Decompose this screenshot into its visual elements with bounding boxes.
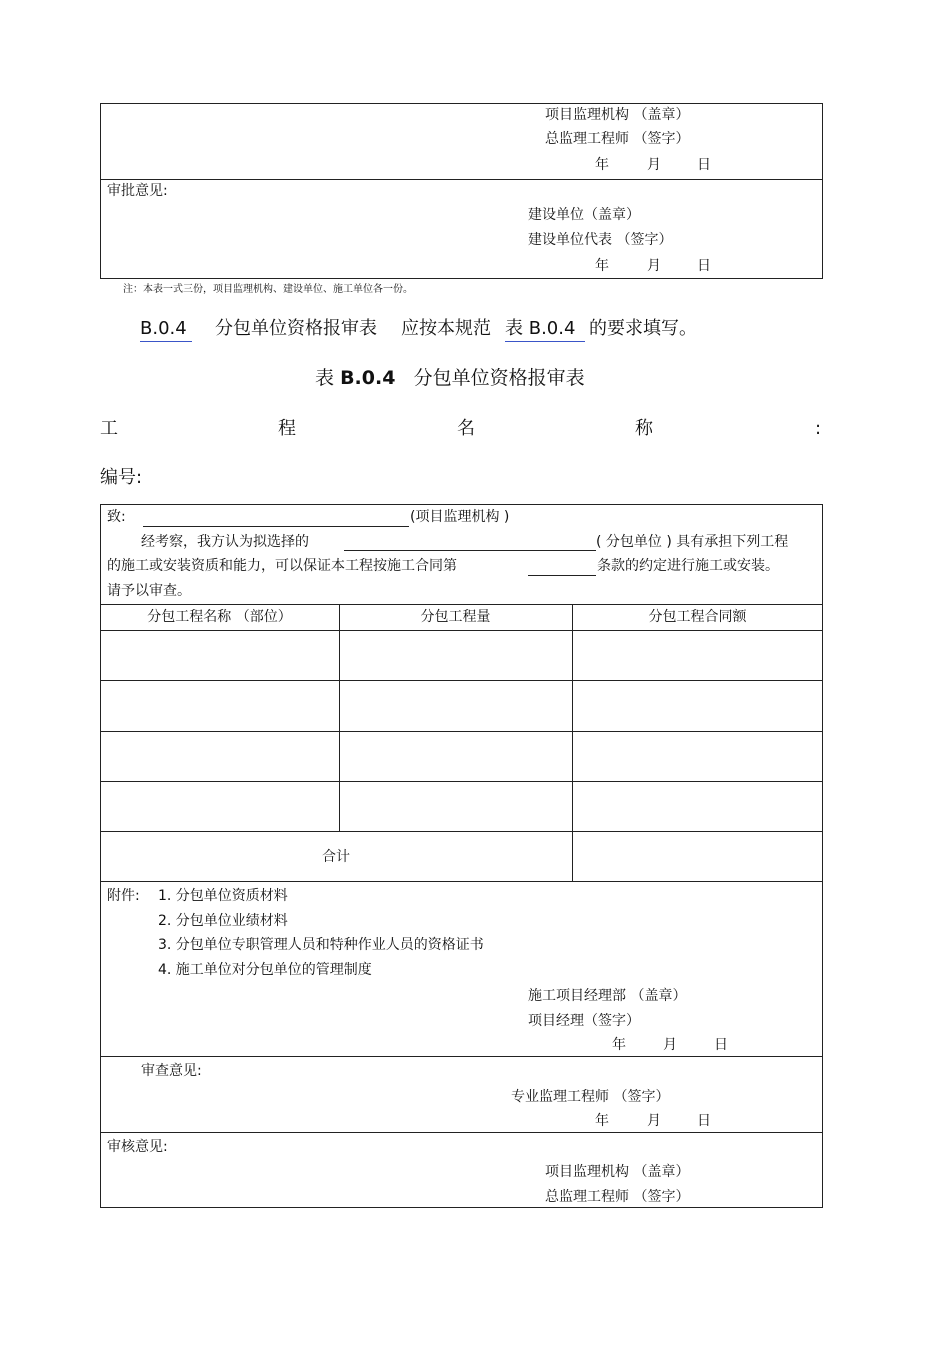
section-text-norm: 应按本规范 — [401, 318, 491, 339]
attachment-item: 1. 分包单位资质材料 — [158, 888, 288, 904]
owner-rep-sign: 建设单位代表 （签字） — [528, 232, 673, 248]
contractor-dept-stamp: 施工项目经理部 （盖章） — [528, 988, 687, 1004]
project-name-char-5: : — [815, 418, 822, 439]
project-name-char-2: 程 — [278, 418, 296, 439]
body-line1-b: ( 分包单位 ) 具有承担下列工程 — [596, 534, 789, 550]
specialist-engineer-sign: 专业监理工程师 （签字） — [511, 1089, 670, 1105]
table-row — [100, 732, 823, 781]
row-line-4 — [100, 831, 823, 832]
table-row — [100, 782, 823, 831]
table-title — [315, 366, 585, 390]
to-addressee-blank[interactable] — [143, 526, 409, 527]
section-text-fill: 的要求填写。 — [589, 318, 697, 339]
top-date-year: 年 — [595, 157, 609, 173]
table-title-name: 分包单位资格报审表 — [413, 367, 585, 389]
total-label: 合计 — [322, 849, 350, 865]
top-supervisor-org: 项目监理机构 （盖章） — [545, 107, 690, 123]
total-bottom-line — [100, 881, 823, 882]
body-line3: 请予以审查。 — [107, 583, 191, 599]
table-title-prefix: 表 — [315, 367, 335, 389]
body-line2-b: 条款的约定进行施工或安装。 — [597, 558, 779, 574]
attachment-item: 4. 施工单位对分包单位的管理制度 — [158, 962, 372, 978]
approval-label: 审批意见: — [107, 183, 168, 199]
top-chief-engineer: 总监理工程师 （签字） — [545, 131, 690, 147]
project-name-char-4: 称 — [635, 418, 653, 439]
form-supervisor-org: 项目监理机构 （盖章） — [545, 1164, 690, 1180]
body-line1-a: 经考察，我方认为拟选择的 — [141, 534, 309, 550]
review-divider — [100, 1056, 823, 1057]
table-row — [100, 681, 823, 731]
section-form-name: 分包单位资格报审表 — [215, 318, 377, 339]
contractor-date-year: 年 — [612, 1037, 626, 1053]
audit-label: 审核意见: — [107, 1139, 168, 1155]
section-ref-link[interactable]: B.0.4 — [140, 318, 192, 342]
top-date-day: 日 — [697, 157, 711, 173]
project-manager-sign: 项目经理（签字） — [528, 1013, 640, 1029]
audit-divider — [100, 1132, 823, 1133]
copies-note: 注：本表一式三份，项目监理机构、建设单位、施工单位各一份。 — [123, 284, 413, 295]
body-line2-a: 的施工或安装资质和能力，可以保证本工程按施工合同第 — [107, 558, 457, 574]
col-header-quantity: 分包工程量 — [420, 609, 491, 625]
table-top-line — [100, 604, 823, 605]
top-date2-day: 日 — [697, 258, 711, 274]
attachment-item: 2. 分包单位业绩材料 — [158, 913, 288, 929]
top-date-month: 月 — [647, 157, 661, 173]
attachment-item: 3. 分包单位专职管理人员和特种作业人员的资格证书 — [158, 937, 484, 953]
col-header-amount: 分包工程合同额 — [648, 609, 747, 625]
to-suffix: (项目监理机构 ) — [410, 509, 510, 525]
contractor-date-day: 日 — [714, 1037, 728, 1053]
project-name-char-1: 工 — [100, 418, 118, 439]
subcontractor-name-blank[interactable] — [344, 550, 596, 551]
review-label: 审查意见: — [141, 1063, 202, 1079]
project-name-char-3: 名 — [457, 418, 475, 439]
contract-clause-blank[interactable] — [528, 575, 596, 576]
contractor-date-month: 月 — [663, 1037, 677, 1053]
serial-number-label: 编号: — [100, 467, 143, 488]
review-date-day: 日 — [697, 1113, 711, 1129]
review-date-year: 年 — [595, 1113, 609, 1129]
table-ref-link[interactable]: 表 B.0.4 — [505, 318, 585, 342]
review-date-month: 月 — [647, 1113, 661, 1129]
col-header-name: 分包工程名称 （部位） — [147, 609, 292, 625]
top-date2-year: 年 — [595, 258, 609, 274]
top-signature-block — [100, 103, 823, 279]
to-label: 致: — [107, 509, 126, 525]
form-chief-engineer: 总监理工程师 （签字） — [545, 1189, 690, 1205]
top-block-divider — [100, 179, 823, 180]
attachments-label: 附件: — [107, 888, 140, 904]
table-title-code: B.0.4 — [340, 367, 396, 389]
owner-unit-stamp: 建设单位（盖章） — [528, 207, 640, 223]
table-row — [100, 631, 823, 680]
top-date2-month: 月 — [647, 258, 661, 274]
